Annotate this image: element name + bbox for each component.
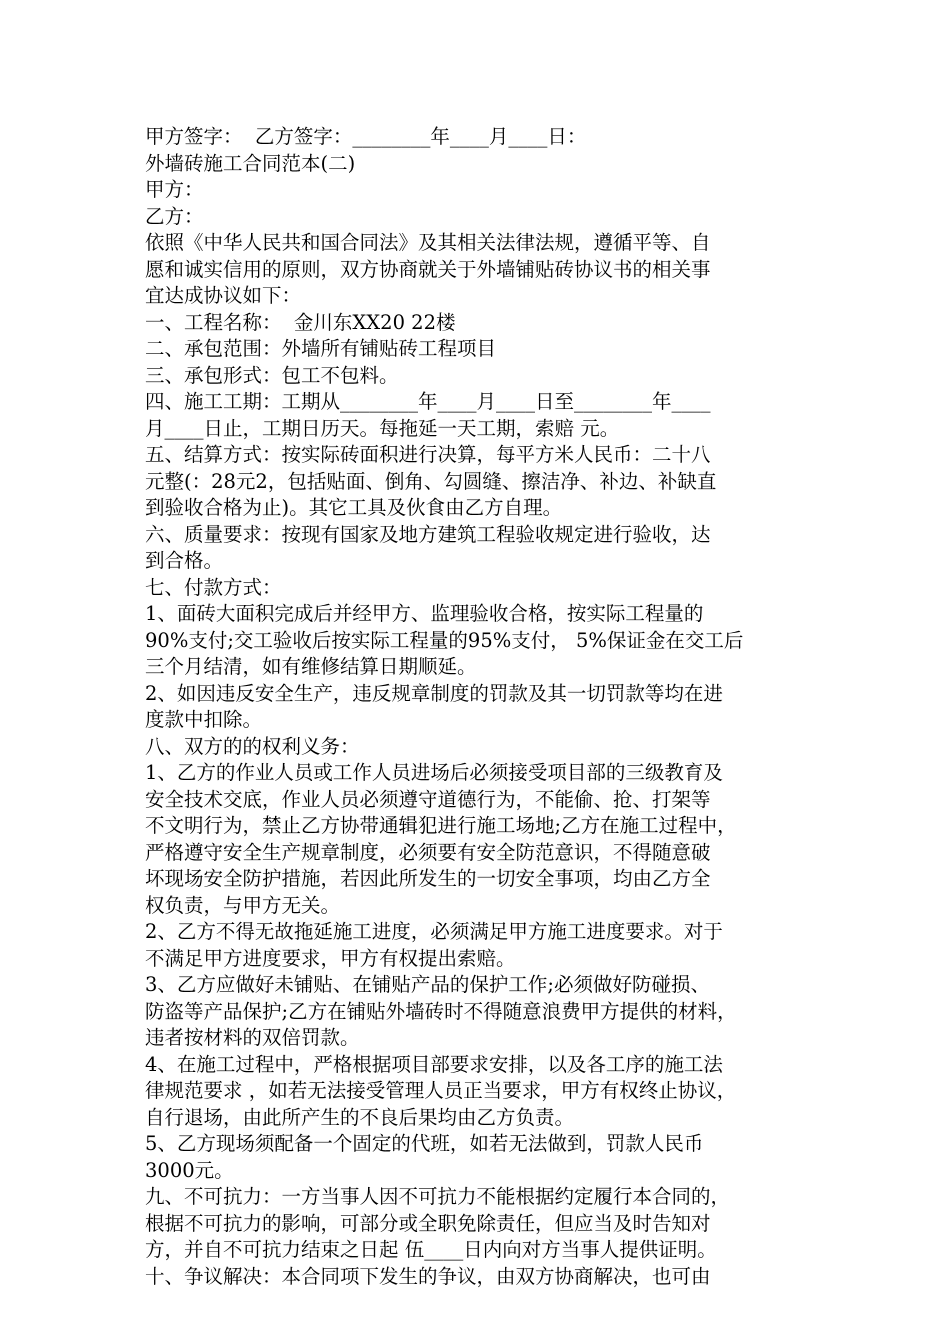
clause-rights-heading: 八、双方的的权利义务：	[145, 734, 360, 758]
payment-item: 度款中扣除。	[145, 708, 263, 731]
clause-schedule: 月____日止，工期日历天。每拖延一天工期，索赔 元。	[145, 416, 620, 440]
rights-item: 防盗等产品保护;乙方在铺贴外墙砖时不得随意浪费甲方提供的材料，	[145, 999, 737, 1023]
payment-item: 90%支付;交工验收后按实际工程量的95%支付， 5%保证金在交工后	[145, 628, 744, 652]
clause-settlement: 五、结算方式：按实际砖面积进行决算，每平方米人民币：二十八	[145, 443, 711, 466]
clause-scope: 二、承包范围：外墙所有铺贴砖工程项目	[145, 337, 497, 360]
clause-project-name: 一、工程名称： 金川东XX20 22楼	[145, 310, 456, 334]
clause-quality: 到合格。	[145, 549, 224, 572]
rights-item: 3000元。	[145, 1158, 234, 1182]
rights-item: 安全技术交底，作业人员必须遵守道德行为，不能偷、抢、打架等	[145, 787, 711, 811]
preamble-line: 愿和诚实信用的原则，双方协商就关于外墙铺贴砖协议书的相关事	[145, 257, 711, 281]
clause-quality: 六、质量要求：按现有国家及地方建筑工程验收规定进行验收，达	[145, 522, 711, 546]
rights-item: 律规范要求 ，如若无法接受管理人员正当要求，甲方有权终止协议，	[145, 1079, 737, 1102]
payment-item: 2、如因违反安全生产，违反规章制度的罚款及其一切罚款等均在进	[145, 681, 723, 705]
rights-item: 权负责，与甲方无关。	[145, 893, 341, 917]
rights-item: 违者按材料的双倍罚款。	[145, 1026, 360, 1049]
rights-item: 严格遵守安全生产规章制度，必须要有安全防范意识，不得随意破	[145, 840, 711, 864]
party-a: 甲方：	[145, 178, 204, 201]
preamble-line: 宜达成协议如下：	[145, 284, 302, 307]
rights-item: 不满足甲方进度要求，甲方有权提出索赔。	[145, 946, 516, 970]
payment-item: 三个月结清，如有维修结算日期顺延。	[145, 655, 477, 678]
rights-item: 4、在施工过程中，严格根据项目部要求安排，以及各工序的施工法	[145, 1052, 723, 1076]
rights-item: 2、乙方不得无故拖延施工进度，必须满足甲方施工进度要求。对于	[145, 920, 723, 943]
clause-settlement: 到验收合格为止)。其它工具及伙食由乙方自理。	[145, 496, 563, 519]
clause-contract-form: 三、承包形式：包工不包料。	[145, 363, 399, 387]
party-b: 乙方：	[145, 204, 204, 228]
rights-item: 1、乙方的作业人员或工作人员进场后必须接受项目部的三级教育及	[145, 761, 723, 784]
rights-item: 3、乙方应做好未铺贴、在铺贴产品的保护工作;必须做好防碰损、	[145, 973, 710, 996]
rights-item: 不文明行为，禁止乙方协带通辑犯进行施工场地;乙方在施工过程中，	[145, 814, 737, 837]
clause-force-majeure: 九、不可抗力：一方当事人因不可抗力不能根据约定履行本合同的，	[145, 1185, 731, 1208]
clause-schedule: 四、施工工期：工期从________年____月____日至________年____	[145, 390, 711, 413]
clause-force-majeure: 方，并自不可抗力结束之日起 伍____日内向对方当事人提供证明。	[145, 1238, 717, 1261]
rights-item: 5、乙方现场须配备一个固定的代班，如若无法做到，罚款人民币	[145, 1132, 704, 1155]
preamble-line: 依照《中华人民共和国合同法》及其相关法律法规，遵循平等、自	[145, 231, 711, 254]
payment-item: 1、面砖大面积完成后并经甲方、监理验收合格，按实际工程量的	[145, 602, 704, 625]
document-body	[145, 124, 825, 1290]
contract-title: 外墙砖施工合同范本(二)	[145, 151, 356, 175]
rights-item: 坏现场安全防护措施，若因此所发生的一切安全事项，均由乙方全	[145, 867, 711, 890]
clause-payment-heading: 七、付款方式：	[145, 575, 282, 599]
clause-force-majeure: 根据不可抗力的影响，可部分或全职免除责任，但应当及时告知对	[145, 1211, 711, 1235]
rights-item: 自行退场，由此所产生的不良后果均由乙方负责。	[145, 1105, 575, 1129]
clause-dispute: 十、争议解决：本合同项下发生的争议，由双方协商解决，也可由	[145, 1264, 711, 1288]
clause-settlement: 元整(：28元2，包括贴面、倒角、勾圆缝、擦洁净、补边、补缺直	[145, 469, 717, 493]
signature-line: 甲方签字： 乙方签字：________年____月____日：	[145, 125, 587, 148]
